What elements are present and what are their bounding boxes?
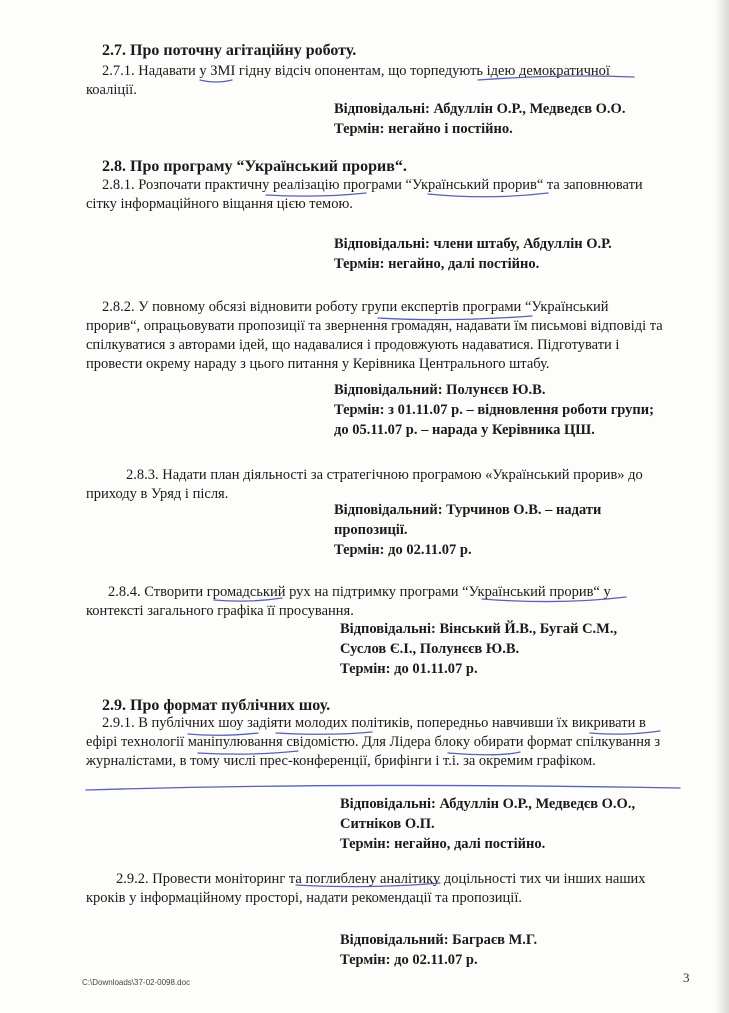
item-2-8-1-text (86, 176, 643, 214)
text-line: 2.8.3. Надати план діяльності за стратегічною програмою «Український прорив» до (126, 467, 643, 483)
responsible-line: Суслов Є.І., Полунєєв Ю.В. (340, 641, 520, 657)
section-2-7-heading: 2.7. Про поточну агітаційну роботу. (102, 42, 357, 59)
term-line: Термін: негайно, далі постійно. (334, 256, 540, 272)
term-line: Термін: з 01.11.07 р. – відновлення роботи групи; (334, 402, 654, 418)
item-2-8-2-responsibility (334, 380, 654, 440)
section-2-8-heading: 2.8. Про програму “Український прорив“. (102, 158, 407, 175)
term-line: Термін: до 01.11.07 р. (340, 661, 478, 677)
text-line: сітку інформаційного віщання цією темою. (86, 196, 353, 212)
text-line: прорив“, опрацьовувати пропозиції та звернення громадян, надавати їм письмові відповіді та (86, 318, 663, 334)
term-line: до 05.11.07 р. – нарада у Керівника ЦШ. (334, 422, 595, 438)
footer-file-path: C:\Downloads\37-02-0098.doc (82, 978, 191, 987)
text-line: 2.8.2. У повному обсязі відновити роботу групи експертів програми “Український (102, 299, 609, 315)
item-2-8-3-text (86, 466, 643, 504)
scan-edge-shadow (715, 0, 729, 1013)
term-line: Термін: негайно, далі постійно. (340, 836, 546, 852)
responsible-line: Відповідальний: Турчинов О.В. – надати (334, 502, 602, 518)
pen-underline (86, 785, 680, 790)
responsible-line: Відповідальний: Баграєв М.Г. (340, 932, 538, 948)
section-2-9-heading: 2.9. Про формат публічних шоу. (102, 697, 331, 714)
item-2-7-1-text (86, 62, 610, 100)
item-2-8-1-responsibility (334, 234, 612, 274)
text-line: 2.9.1. В публічних шоу задіяти молодих політиків, попередньо навчивши їх викривати в (102, 715, 646, 731)
text-line: ефірі технології маніпулювання свідомістю. Для Лідера блоку обирати формат спілкування з (86, 734, 661, 750)
item-2-8-4-responsibility (340, 619, 617, 679)
responsible-line: Відповідальні: члени штабу, Абдуллін О.Р. (334, 236, 612, 252)
text-line: приходу в Уряд і після. (86, 486, 229, 502)
item-2-8-4-text (86, 583, 611, 621)
responsible-line: Відповідальні: Абдуллін О.Р., Медведєв О.О., (340, 796, 636, 812)
item-2-9-2-responsibility (340, 930, 537, 970)
responsible-line: Відповідальний: Полунєєв Ю.В. (334, 382, 546, 398)
text-line: провести окрему нараду з цього питання у Керівника Центрального штабу. (86, 356, 550, 372)
text-line: 2.9.2. Провести моніторинг та поглиблену аналітику доцільності тих чи інших наших (116, 871, 646, 887)
text-line: 2.8.4. Створити громадський рух на підтримку програми “Український прорив“ у (108, 584, 611, 600)
text-line: 2.8.1. Розпочати практичну реалізацію програми “Український прорив“ та заповнювати (102, 177, 643, 193)
text-line: спілкуватися з авторами ідей, що надавалися і продовжують надаватися. Підготувати і (86, 337, 620, 353)
item-2-9-1-responsibility (340, 794, 635, 854)
term-line: Термін: негайно і постійно. (334, 121, 513, 137)
text-line: кроків у інформаційному просторі, надати рекомендації та пропозиції. (86, 890, 522, 906)
item-2-9-1-text (86, 714, 660, 771)
responsible-line: Відповідальні: Абдуллін О.Р., Медведєв О.О. (334, 101, 626, 117)
text-line: контексті загального графіка її просування. (86, 603, 354, 619)
term-line: Термін: до 02.11.07 р. (334, 542, 472, 558)
responsible-line: Ситніков О.П. (340, 816, 435, 832)
page-number: 3 (683, 970, 690, 985)
item-2-7-1-responsibility (334, 99, 625, 139)
item-2-8-3-responsibility (334, 500, 601, 560)
text-line: 2.7.1. Надавати у ЗМІ гідну відсіч опонентам, що торпедують ідею демократичної (102, 63, 610, 79)
responsible-line: пропозиції. (334, 522, 408, 538)
responsible-line: Відповідальні: Вінський Й.В., Бугай С.М., (340, 621, 618, 637)
text-line: коаліції. (86, 82, 137, 98)
item-2-8-2-text (86, 298, 663, 374)
text-line: журналістами, в тому числі прес-конференції, брифінги і т.і. за окремим графіком. (86, 753, 596, 769)
term-line: Термін: до 02.11.07 р. (340, 952, 478, 968)
item-2-9-2-text (86, 870, 646, 908)
